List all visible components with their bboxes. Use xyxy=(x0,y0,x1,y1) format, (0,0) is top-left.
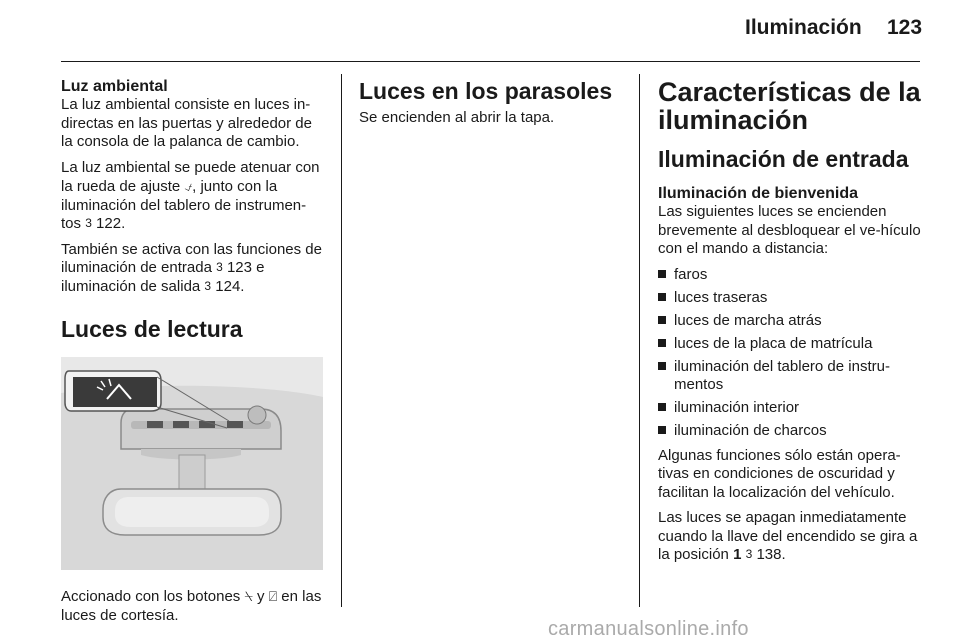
entry-lighting-heading: Iluminación de entrada xyxy=(658,146,909,172)
roof-knob xyxy=(248,406,266,424)
reading-p-text-c: en las luces de cortesía. xyxy=(61,588,322,624)
reading-lights-illustration xyxy=(61,357,323,570)
ignition-position: 1 xyxy=(733,546,742,563)
ambient-p3-ref1[interactable]: 123 e xyxy=(226,259,265,276)
list-item-text: luces de la placa de matrícula xyxy=(674,334,873,352)
list-item-text: luces traseras xyxy=(674,288,768,306)
reading-light-right-icon: ⍁ xyxy=(268,588,278,604)
page-ref-arrow-icon: 3 xyxy=(85,216,92,230)
ambient-paragraph-3 xyxy=(61,241,326,297)
reading-lights-heading: Luces de lectura xyxy=(61,316,243,342)
bullet-square-icon xyxy=(658,316,666,324)
ambient-p3-ref2[interactable]: 124. xyxy=(215,277,245,295)
list-item xyxy=(658,358,924,395)
note-p2-text-a: Las luces se apagan inmediatamente cuando la llave del encendido se gira a la posición xyxy=(658,509,918,563)
list-item xyxy=(658,289,924,308)
list-item xyxy=(658,399,924,418)
column-divider-1 xyxy=(341,74,342,607)
button-mid-left xyxy=(173,421,189,428)
column-divider-2 xyxy=(639,74,640,607)
welcome-lighting-heading: Iluminación de bienvenida xyxy=(658,185,859,202)
header-title: Iluminación xyxy=(745,16,862,39)
sunvisor-paragraph: Se encienden al abrir la tapa. xyxy=(359,109,555,126)
list-item-text: iluminación del tablero de instru-mentos xyxy=(674,357,890,393)
list-item xyxy=(658,266,924,285)
bullet-square-icon xyxy=(658,339,666,347)
list-item-text: faros xyxy=(674,265,708,283)
adjust-wheel-icon: ⍻ xyxy=(184,178,193,194)
page-number: 123 xyxy=(887,16,923,39)
callout-button-panel xyxy=(73,377,157,407)
watermark: carmanualsonline.info xyxy=(548,618,749,640)
reading-light-left-icon: ⍀ xyxy=(244,588,253,604)
bullet-square-icon xyxy=(658,403,666,411)
note-p2-ref[interactable]: 138. xyxy=(756,546,786,563)
list-item-text: iluminación de charcos xyxy=(674,422,827,439)
welcome-lights-list xyxy=(658,266,924,441)
main-section-heading: Características de la iluminación xyxy=(658,77,921,135)
ambient-heading: Luz ambiental xyxy=(61,78,168,95)
list-item xyxy=(658,312,924,331)
button-right xyxy=(227,421,243,428)
bullet-square-icon xyxy=(658,362,666,370)
header-rule xyxy=(61,61,920,62)
ambient-paragraph-1: La luz ambiental consiste en luces in-directas en las puertas y alrededor de la consola de la palanca de cambio. xyxy=(61,96,312,150)
button-left xyxy=(147,421,163,428)
bullet-square-icon xyxy=(658,270,666,278)
ambient-p2-ref[interactable]: 122. xyxy=(96,215,126,232)
ambient-p2-text-a: La luz ambiental se puede atenuar con la rueda de ajuste xyxy=(61,158,320,195)
page-ref-arrow-icon: 3 xyxy=(204,278,212,293)
bullet-square-icon xyxy=(658,293,666,301)
ambient-p3-text-a: También se activa con las funciones de iluminación de entrada xyxy=(61,240,322,276)
reading-lights-paragraph xyxy=(61,587,326,625)
ambient-p2-text-b: , junto con la iluminación del tablero de instrumen-tos xyxy=(61,178,307,232)
column-left xyxy=(61,78,326,632)
list-item xyxy=(658,335,924,354)
ambient-paragraph-2 xyxy=(61,159,326,234)
list-item xyxy=(658,422,924,441)
column-right xyxy=(658,78,924,572)
bullet-square-icon xyxy=(658,426,666,434)
reading-p-text-b: y xyxy=(257,588,265,605)
list-item-text: iluminación interior xyxy=(674,399,800,416)
welcome-paragraph: Las siguientes luces se encienden brevemente al desbloquear el ve-hículo con el mando a distancia: xyxy=(658,203,921,257)
column-middle xyxy=(359,78,621,135)
mirror-glass xyxy=(115,497,269,527)
note-paragraph-1: Algunas funciones sólo están opera-tivas en condiciones de oscuridad y facilitan la localización del vehículo. xyxy=(658,446,901,501)
page-ref-arrow-icon: 3 xyxy=(745,547,753,561)
sunvisor-heading: Luces en los parasoles xyxy=(359,78,613,104)
page-ref-arrow-icon: 3 xyxy=(216,260,223,274)
reading-lights-figure xyxy=(61,357,323,570)
note-paragraph-2 xyxy=(658,509,924,565)
list-item-text: luces de marcha atrás xyxy=(674,311,822,329)
reading-p-text-a: Accionado con los botones xyxy=(61,588,241,605)
mirror-stem xyxy=(179,455,205,489)
ambient-p3-text-b: iluminación de salida xyxy=(61,277,201,295)
